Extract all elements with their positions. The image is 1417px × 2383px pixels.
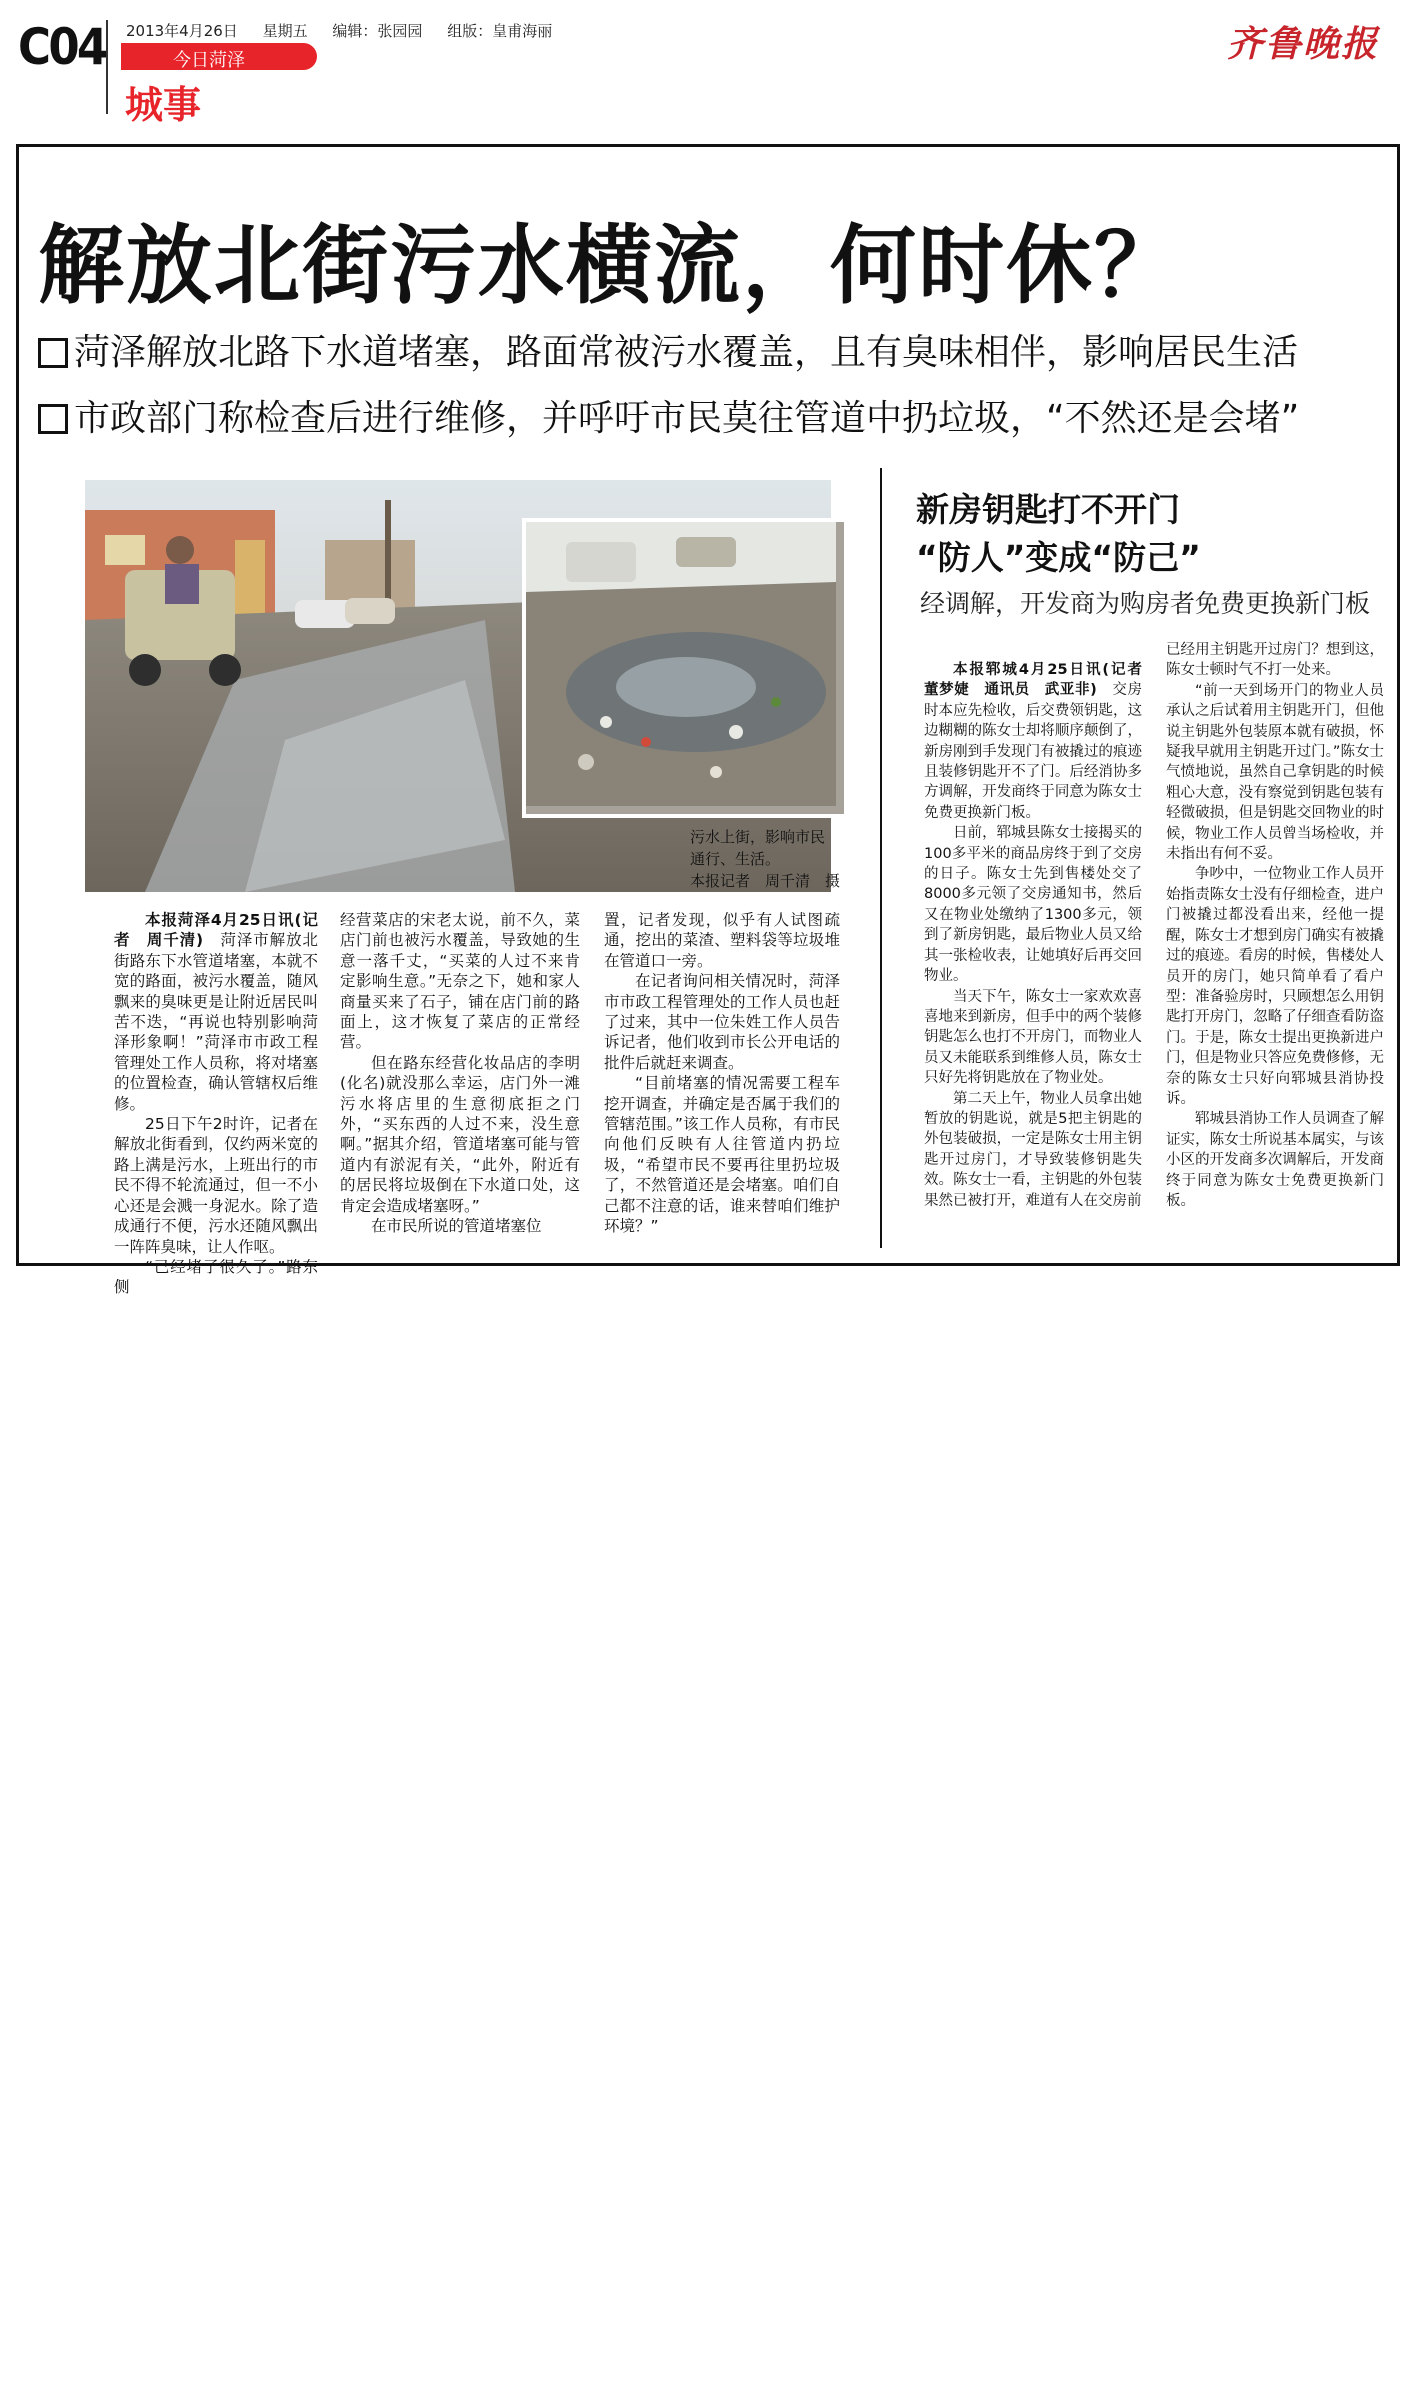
paragraph: 郓城县消协工作人员调查了解证实，陈女士所说基本属实，与该小区的开发商多次调解后，开发商终于同意为陈女士免费更换新门板。 bbox=[1166, 1111, 1384, 1209]
editor-credit: 编辑：张园园 bbox=[332, 22, 423, 40]
paragraph: 争吵中，一位物业工作人员开始指责陈女士没有仔细检查，进户门被撬过都没看出来，经他一提醒，陈女士才想到房门确实有被撬过的痕迹。看房的时候，售楼处人员开的房门，她只简单看了看户型：准备验房时，只顾想怎么用钥匙打开房门，忽略了仔细查看防盗门。于是，陈女士提出更换新进户门，但是物业只答应免费修修，无奈的陈女士只好向郓城县消协投诉。 bbox=[1166, 866, 1384, 1107]
paragraph: 置，记者发现，似乎有人试图疏通，挖出的菜渣、塑料袋等垃圾堆在管道口一旁。 bbox=[604, 911, 840, 970]
checkbox-icon bbox=[38, 338, 68, 368]
sidebar-column-1 bbox=[924, 660, 1157, 1211]
page-number: C04 bbox=[18, 18, 106, 76]
sidebar-subtitle: 经调解，开发商为购房者免费更换新门板 bbox=[920, 589, 1371, 618]
photo-credit: 本报记者 周千清 摄 bbox=[690, 872, 841, 890]
article-deck-2 bbox=[38, 390, 1299, 441]
deck-1-text: 菏泽解放北路下水道堵塞，路面常被污水覆盖，且有臭味相伴，影响居民生活 bbox=[74, 332, 1299, 373]
checkbox-icon bbox=[38, 404, 68, 434]
garbage-photo bbox=[522, 518, 848, 818]
article-column-3 bbox=[604, 910, 840, 1237]
column-divider bbox=[880, 468, 882, 1248]
issue-date: 2013年4月26日 bbox=[126, 22, 238, 40]
sidebar-column-2 bbox=[1166, 640, 1384, 1211]
caption-line-1: 污水上街，影响市民 bbox=[690, 828, 826, 846]
paragraph: 第二天上午，物业人员拿出她暂放的钥匙说，就是5把主钥匙的外包装破损，一定是陈女士用主钥匙开过房门，才导致装修钥匙失效。陈女士一看，主钥匙的外包装果然已被打开，难道有人在交房前 bbox=[924, 1090, 1142, 1209]
garbage-photo-illustration bbox=[526, 522, 836, 806]
layout-credit: 组版：皇甫海丽 bbox=[447, 22, 553, 40]
paragraph: “已经堵了很久了。”路东侧 bbox=[114, 1257, 318, 1297]
article-headline: 解放北街污水横流，何时休？ bbox=[38, 216, 1182, 316]
sidebar-title-2: “防人”变成“防己” bbox=[916, 538, 1201, 577]
article-column-1 bbox=[114, 910, 318, 1298]
sidebar-dateline: 本报郓城4月25日讯(记者 董梦婕 通讯员 武亚非) bbox=[924, 662, 1157, 699]
paragraph: 交房时本应先检收，后交费领钥匙，这边糊糊的陈女士却将顺序颠倒了，新房刚到手发现门有被撬过的痕迹且装修钥匙开不了门。后经消协多方调解，开发商终于同意为陈女士免费更换新门板。 bbox=[924, 682, 1143, 821]
article-deck-1 bbox=[38, 324, 1298, 375]
header-info bbox=[126, 20, 572, 41]
paragraph: 在市民所说的管道堵塞位 bbox=[371, 1217, 542, 1236]
caption-line-2: 通行、生活。 bbox=[690, 850, 781, 868]
sidebar-title-1: 新房钥匙打不开门 bbox=[916, 490, 1180, 529]
paragraph: 日前，郓城县陈女士接揭买的100多平米的商品房终于到了交房的日子。陈女士先到售楼处交了8000多元领了交房通知书，然后又在物业处缴纳了1300多元，领到了新房钥匙，最后物业人员又给其一张检收表，让她填好后再交回物业。 bbox=[924, 825, 1142, 985]
photo-caption bbox=[690, 826, 860, 892]
paragraph: 当天下午，陈女士一家欢欢喜喜地来到新房，但手中的两个装修钥匙怎么也打不开房门，而物业人员又未能联系到维修人员，陈女士只好先将钥匙放在了物业处。 bbox=[924, 988, 1142, 1087]
paragraph: “前一天到场开门的物业人员承认之后试着用主钥匙开门，但他说主钥匙外包装原本就有破损，怀疑我早就用主钥匙开过门。”陈女士气愤地说，虽然自己拿钥匙的时候粗心大意，没有察觉到钥匙包装有轻微破损，但是钥匙交回物业的时候，物业工作人员曾当场检收，并未指出有何不妥。 bbox=[1166, 682, 1384, 863]
paragraph: 但在路东经营化妆品店的李明(化名)就没那么幸运，店门外一滩污水将店里的生意彻底拒之门外，“买东西的人过不来，没生意啊。”据其介绍，管道堵塞可能与管道内有淤泥有关，“此外，附近有的居民将垃圾倒在下水道口处，这肯定会造成堵塞呀。” bbox=[340, 1053, 580, 1215]
section-tab bbox=[121, 43, 317, 70]
paragraph: 经营菜店的宋老太说，前不久，菜店门前也被污水覆盖，导致她的生意一落千丈，“买菜的人过不来肯定影响生意。”无奈之下，她和家人商量买来了石子，铺在店门前的路面上，这才恢复了菜店的正常经营。 bbox=[340, 911, 580, 1052]
section-title: 城事 bbox=[125, 83, 202, 127]
newspaper-masthead-logo: 齐鲁晚报 bbox=[1226, 23, 1379, 65]
section-tab-label: 今日菏泽 bbox=[173, 50, 245, 71]
paragraph: “目前堵塞的情况需要工程车挖开调查，并确定是否属于我们的管辖范围。”该工作人员称，有市民向他们反映有人往管道内扔垃圾，“希望市民不要再往里扔垃圾了，不然管道还是会堵塞。咱们自己都不注意的话，谁来替咱们维护环境？” bbox=[604, 1074, 840, 1236]
paragraph: 菏泽市解放北街路东下水管道堵塞，本就不宽的路面，被污水覆盖，随风飘来的臭味更是让附近居民叫苦不迭，“再说也特别影响菏泽形象啊！”菏泽市市政工程管理处工作人员称，将对堵塞的位置检查，确认管辖权后维修。 bbox=[114, 931, 318, 1113]
article-dateline: 本报菏泽4月25日讯(记者 周千清) bbox=[114, 911, 318, 950]
article-column-2 bbox=[340, 910, 580, 1237]
header-divider bbox=[106, 20, 108, 114]
deck-2-text: 市政部门称检查后进行维修，并呼吁市民莫往管道中扔垃圾，“不然还是会堵” bbox=[74, 398, 1300, 439]
paragraph: 已经用主钥匙开过房门？想到这，陈女士顿时气不打一处来。 bbox=[1166, 642, 1384, 679]
issue-weekday: 星期五 bbox=[262, 22, 308, 40]
paragraph: 在记者询问相关情况时，菏泽市市政工程管理处的工作人员也赶了过来，其中一位朱姓工作人员告诉记者，他们收到市长公开电话的批件后就赶来调查。 bbox=[604, 972, 840, 1072]
paragraph: 25日下午2时许，记者在解放北街看到，仅约两米宽的路上满是污水，上班出行的市民不得不轮流通过，但一不小心还是会溅一身泥水。除了造成通行不便，污水还随风飘出一阵阵臭味，让人作呕。 bbox=[114, 1115, 318, 1256]
